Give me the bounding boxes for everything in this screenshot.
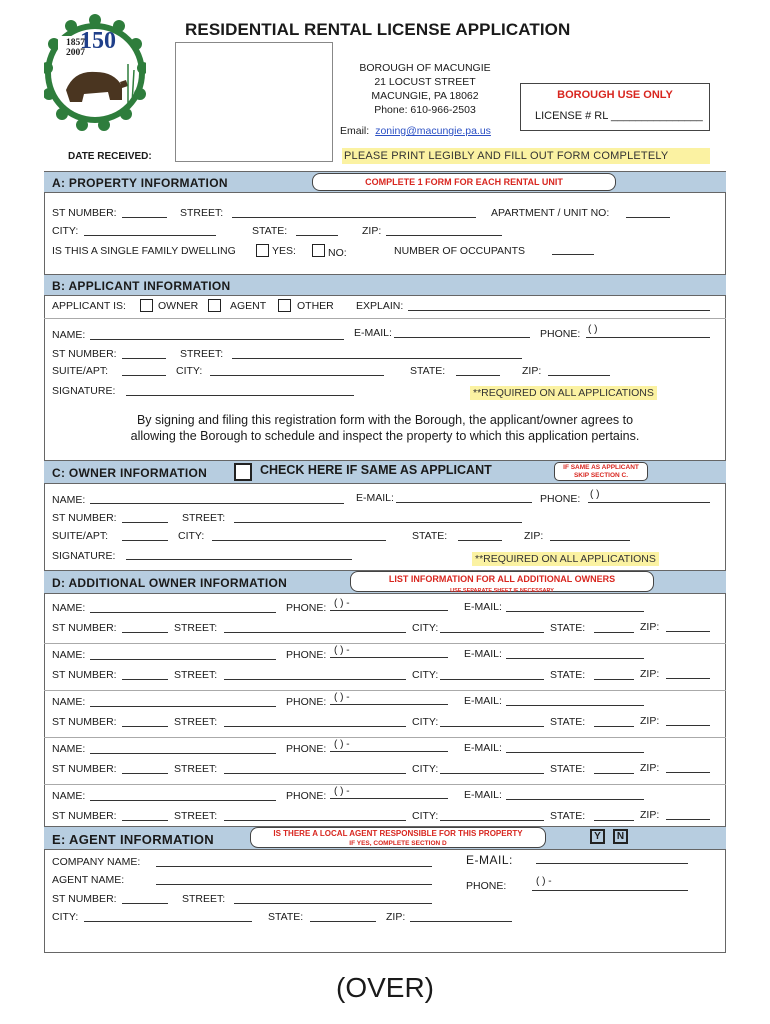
- b-suite-label: SUITE/APT:: [52, 365, 109, 377]
- d-street-field[interactable]: [224, 820, 406, 821]
- d-phone-label: PHONE:: [286, 602, 327, 614]
- section-a-note: COMPLETE 1 FORM FOR EACH RENTAL UNIT: [312, 173, 616, 191]
- section-d-title: D: ADDITIONAL OWNER INFORMATION: [52, 576, 288, 590]
- d-email-field[interactable]: [506, 752, 644, 753]
- c-suite-label: SUITE/APT:: [52, 530, 109, 542]
- d-phone-label: PHONE:: [286, 743, 327, 755]
- d-street-label: STREET:: [174, 763, 218, 775]
- c-email-label: E-MAIL:: [356, 492, 394, 504]
- d-zip-label: ZIP:: [640, 668, 660, 680]
- photo-placeholder-box: [175, 42, 333, 162]
- e-zip-field[interactable]: [410, 921, 512, 922]
- d-st-number-label: ST NUMBER:: [52, 810, 117, 822]
- a-apartment-field[interactable]: [626, 217, 670, 218]
- d-phone-paren: ( ) -: [334, 645, 350, 656]
- b-street-label: STREET:: [180, 348, 224, 360]
- section-b-title: B: APPLICANT INFORMATION: [52, 279, 231, 293]
- d-phone-label: PHONE:: [286, 696, 327, 708]
- license-number-field[interactable]: LICENSE # RL _______________: [535, 110, 703, 122]
- address-line: MACUNGIE, PA 18062: [371, 90, 479, 102]
- logo-year-bottom: 2007: [66, 48, 85, 58]
- e-st-number-field[interactable]: [122, 903, 168, 904]
- d-city-label: CITY:: [412, 763, 439, 775]
- d-phone-field[interactable]: [330, 657, 448, 658]
- d-state-label: STATE:: [550, 716, 586, 728]
- d-phone-field[interactable]: [330, 704, 448, 705]
- d-st-number-field[interactable]: [122, 820, 168, 821]
- d-name-field[interactable]: [90, 659, 276, 660]
- b-divider: [44, 318, 726, 319]
- d-city-label: CITY:: [412, 810, 439, 822]
- address-line: 21 LOCUST STREET: [374, 76, 476, 88]
- c-name-label: NAME:: [52, 494, 86, 506]
- c-check-label: CHECK HERE IF SAME AS APPLICANT: [260, 463, 492, 477]
- d-name-field[interactable]: [90, 706, 276, 707]
- d-zip-label: ZIP:: [640, 809, 660, 821]
- b-city-label: CITY:: [176, 365, 203, 377]
- section-a-title: A: PROPERTY INFORMATION: [52, 176, 228, 190]
- c-city-field[interactable]: [212, 540, 386, 541]
- e-st-number-label: ST NUMBER:: [52, 893, 117, 905]
- a-yes-label: YES:: [272, 245, 296, 257]
- logo-150-text: 150: [80, 28, 116, 54]
- b-explain-field[interactable]: [408, 310, 710, 311]
- a-occupants-field[interactable]: [552, 254, 594, 255]
- a-no-checkbox[interactable]: [312, 244, 325, 257]
- e-company-label: COMPANY NAME:: [52, 856, 141, 868]
- d-phone-field[interactable]: [330, 751, 448, 752]
- d-phone-paren: ( ) -: [334, 692, 350, 703]
- d-city-field[interactable]: [440, 726, 544, 727]
- e-yes-box[interactable]: Y: [590, 829, 605, 844]
- e-agent-question-line-2: IF YES, COMPLETE SECTION D: [349, 840, 447, 847]
- borough-use-title: BOROUGH USE ONLY: [557, 89, 673, 101]
- e-company-field[interactable]: [156, 866, 432, 867]
- b-email-label: E-MAIL:: [354, 327, 392, 339]
- b-owner-checkbox[interactable]: [140, 299, 153, 312]
- d-name-field[interactable]: [90, 753, 276, 754]
- d-name-field[interactable]: [90, 800, 276, 801]
- d-email-label: E-MAIL:: [464, 648, 502, 660]
- d-name-label: NAME:: [52, 790, 86, 802]
- a-zip-label: ZIP:: [362, 225, 382, 237]
- a-city-field[interactable]: [84, 235, 216, 236]
- c-skip-note: [554, 462, 648, 481]
- d-state-field[interactable]: [594, 679, 634, 680]
- e-city-label: CITY:: [52, 911, 79, 923]
- d-owner-divider: [44, 737, 726, 738]
- d-city-field[interactable]: [440, 773, 544, 774]
- d-zip-label: ZIP:: [640, 762, 660, 774]
- c-zip-field[interactable]: [550, 540, 630, 541]
- date-received-label: DATE RECEIVED:: [68, 151, 152, 162]
- e-agent-question-line-1: IS THERE A LOCAL AGENT RESPONSIBLE FOR THIS PROPERTY: [273, 829, 523, 838]
- b-explain-label: EXPLAIN:: [356, 300, 404, 312]
- borough-address: [335, 61, 515, 117]
- d-street-field[interactable]: [224, 632, 406, 633]
- b-state-field[interactable]: [456, 375, 500, 376]
- d-email-label: E-MAIL:: [464, 742, 502, 754]
- c-st-number-field[interactable]: [122, 522, 168, 523]
- d-city-label: CITY:: [412, 622, 439, 634]
- d-street-label: STREET:: [174, 669, 218, 681]
- d-owner-divider: [44, 643, 726, 644]
- a-st-number-label: ST NUMBER:: [52, 207, 117, 219]
- c-email-field[interactable]: [396, 502, 532, 503]
- b-zip-label: ZIP:: [522, 365, 542, 377]
- d-state-field[interactable]: [594, 820, 634, 821]
- logo-year-top: 1857: [66, 38, 85, 48]
- c-state-field[interactable]: [458, 540, 502, 541]
- d-st-number-label: ST NUMBER:: [52, 669, 117, 681]
- b-phone-field[interactable]: [586, 337, 710, 338]
- section-c-title: C: OWNER INFORMATION: [52, 466, 208, 480]
- d-email-label: E-MAIL:: [464, 789, 502, 801]
- d-phone-field[interactable]: [330, 610, 448, 611]
- d-st-number-field[interactable]: [122, 679, 168, 680]
- e-city-field[interactable]: [84, 921, 252, 922]
- e-state-label: STATE:: [268, 911, 304, 923]
- e-state-field[interactable]: [310, 921, 376, 922]
- b-suite-field[interactable]: [122, 375, 166, 376]
- b-phone-paren: ( ): [588, 324, 598, 335]
- d-phone-label: PHONE:: [286, 790, 327, 802]
- c-phone-paren: ( ): [590, 489, 600, 500]
- c-street-label: STREET:: [182, 512, 226, 524]
- b-state-label: STATE:: [410, 365, 446, 377]
- d-note-small: USE SEPARATE SHEET IF NECESSARY: [450, 588, 554, 594]
- borough-use-box: [520, 83, 710, 131]
- a-street-field[interactable]: [232, 217, 476, 218]
- a-no-label: NO:: [328, 247, 347, 259]
- b-other-label: OTHER: [297, 300, 334, 312]
- d-state-field[interactable]: [594, 773, 634, 774]
- c-name-field[interactable]: [90, 503, 344, 504]
- d-st-number-label: ST NUMBER:: [52, 763, 117, 775]
- a-single-family-label: IS THIS A SINGLE FAMILY DWELLING: [52, 245, 236, 257]
- c-skip-note-line-2: SKIP SECTION C.: [573, 472, 629, 479]
- address-line: Phone: 610-966-2503: [374, 104, 476, 116]
- e-agent-name-field[interactable]: [156, 884, 432, 885]
- d-note: [350, 571, 654, 592]
- c-skip-note-line-1: IF SAME AS APPLICANT: [563, 464, 639, 471]
- c-zip-label: ZIP:: [524, 530, 544, 542]
- d-street-field[interactable]: [224, 726, 406, 727]
- d-note-main: LIST INFORMATION FOR ALL ADDITIONAL OWNERS: [388, 574, 616, 584]
- c-state-label: STATE:: [412, 530, 448, 542]
- d-email-field[interactable]: [506, 658, 644, 659]
- email-link[interactable]: zoning@macungie.pa.us: [375, 125, 491, 137]
- d-phone-paren: ( ) -: [334, 598, 350, 609]
- b-signature-label: SIGNATURE:: [52, 385, 116, 397]
- over-footer: (OVER): [336, 972, 434, 1003]
- c-city-label: CITY:: [178, 530, 205, 542]
- c-signature-field[interactable]: [126, 559, 352, 560]
- a-occupants-label: NUMBER OF OCCUPANTS: [394, 245, 526, 257]
- d-street-label: STREET:: [174, 622, 218, 634]
- e-agent-question: [250, 827, 546, 848]
- e-zip-label: ZIP:: [386, 911, 406, 923]
- d-email-label: E-MAIL:: [464, 601, 502, 613]
- e-email-field[interactable]: [536, 863, 688, 864]
- b-statement-line-1: By signing and filing this registration form with the Borough, the applicant/owner agrees to: [136, 413, 634, 427]
- d-street-label: STREET:: [174, 716, 218, 728]
- d-owner-divider: [44, 784, 726, 785]
- b-agent-checkbox[interactable]: [208, 299, 221, 312]
- form-title: RESIDENTIAL RENTAL LICENSE APPLICATION: [185, 20, 571, 39]
- section-b-header: [44, 274, 726, 296]
- d-state-label: STATE:: [550, 763, 586, 775]
- a-yes-checkbox[interactable]: [256, 244, 269, 257]
- a-state-label: STATE:: [252, 225, 288, 237]
- d-st-number-field[interactable]: [122, 632, 168, 633]
- b-st-number-label: ST NUMBER:: [52, 348, 117, 360]
- b-name-label: NAME:: [52, 329, 86, 341]
- e-phone-label: PHONE:: [466, 880, 507, 892]
- e-street-label: STREET:: [182, 893, 226, 905]
- d-name-label: NAME:: [52, 649, 86, 661]
- b-signature-field[interactable]: [126, 395, 354, 396]
- d-zip-field[interactable]: [666, 772, 710, 773]
- d-city-field[interactable]: [440, 632, 544, 633]
- b-other-checkbox[interactable]: [278, 299, 291, 312]
- b-city-field[interactable]: [210, 375, 384, 376]
- d-zip-field[interactable]: [666, 678, 710, 679]
- d-street-label: STREET:: [174, 810, 218, 822]
- print-legibly-note: PLEASE PRINT LEGIBLY AND FILL OUT FORM COMPLETELY: [342, 148, 710, 164]
- d-zip-field[interactable]: [666, 819, 710, 820]
- c-required-note: **REQUIRED ON ALL APPLICATIONS: [472, 552, 659, 566]
- c-same-as-applicant-checkbox[interactable]: [234, 463, 252, 481]
- email-line: [340, 125, 491, 137]
- d-city-label: CITY:: [412, 669, 439, 681]
- d-city-field[interactable]: [440, 820, 544, 821]
- d-phone-paren: ( ) -: [334, 739, 350, 750]
- e-no-box[interactable]: N: [613, 829, 628, 844]
- d-name-field[interactable]: [90, 612, 276, 613]
- a-street-label: STREET:: [180, 207, 224, 219]
- e-email-label: E-MAIL:: [466, 853, 513, 867]
- address-line: BOROUGH OF MACUNGIE: [359, 62, 491, 74]
- a-city-label: CITY:: [52, 225, 79, 237]
- d-state-label: STATE:: [550, 622, 586, 634]
- e-agent-name-label: AGENT NAME:: [52, 874, 125, 886]
- d-phone-label: PHONE:: [286, 649, 327, 661]
- b-phone-label: PHONE:: [540, 328, 581, 340]
- d-street-field[interactable]: [224, 773, 406, 774]
- d-email-field[interactable]: [506, 705, 644, 706]
- c-st-number-label: ST NUMBER:: [52, 512, 117, 524]
- d-st-number-field[interactable]: [122, 773, 168, 774]
- d-name-label: NAME:: [52, 696, 86, 708]
- d-city-label: CITY:: [412, 716, 439, 728]
- e-street-field[interactable]: [234, 903, 432, 904]
- c-phone-field[interactable]: [588, 502, 710, 503]
- d-st-number-label: ST NUMBER:: [52, 716, 117, 728]
- b-applicant-is-label: APPLICANT IS:: [52, 300, 126, 312]
- a-zip-field[interactable]: [386, 235, 502, 236]
- c-street-field[interactable]: [234, 522, 522, 523]
- d-state-label: STATE:: [550, 669, 586, 681]
- d-owner-divider: [44, 690, 726, 691]
- e-phone-field[interactable]: [532, 890, 688, 891]
- d-phone-field[interactable]: [330, 798, 448, 799]
- b-statement-line-2: allowing the Borough to schedule and inspect the property to which this application pertains.: [130, 429, 640, 443]
- a-st-number-field[interactable]: [122, 217, 167, 218]
- d-st-number-label: ST NUMBER:: [52, 622, 117, 634]
- a-state-field[interactable]: [296, 235, 338, 236]
- b-email-field[interactable]: [394, 337, 530, 338]
- d-email-field[interactable]: [506, 611, 644, 612]
- d-name-label: NAME:: [52, 743, 86, 755]
- d-state-field[interactable]: [594, 726, 634, 727]
- d-email-field[interactable]: [506, 799, 644, 800]
- b-name-field[interactable]: [90, 339, 344, 340]
- section-e-title: E: AGENT INFORMATION: [52, 832, 214, 847]
- b-st-number-field[interactable]: [122, 358, 166, 359]
- d-name-label: NAME:: [52, 602, 86, 614]
- b-owner-label: OWNER: [158, 300, 199, 312]
- c-phone-label: PHONE:: [540, 493, 581, 505]
- b-street-field[interactable]: [232, 358, 522, 359]
- email-label: Email:: [340, 125, 370, 137]
- a-apartment-label: APARTMENT / UNIT NO:: [491, 207, 610, 219]
- c-suite-field[interactable]: [122, 540, 168, 541]
- d-zip-label: ZIP:: [640, 621, 660, 633]
- d-zip-field[interactable]: [666, 725, 710, 726]
- c-signature-label: SIGNATURE:: [52, 550, 116, 562]
- b-zip-field[interactable]: [548, 375, 610, 376]
- d-email-label: E-MAIL:: [464, 695, 502, 707]
- d-phone-paren: ( ) -: [334, 786, 350, 797]
- d-zip-field[interactable]: [666, 631, 710, 632]
- d-city-field[interactable]: [440, 679, 544, 680]
- b-agent-label: AGENT: [230, 300, 267, 312]
- d-st-number-field[interactable]: [122, 726, 168, 727]
- d-street-field[interactable]: [224, 679, 406, 680]
- b-required-note: **REQUIRED ON ALL APPLICATIONS: [470, 386, 657, 400]
- d-zip-label: ZIP:: [640, 715, 660, 727]
- d-state-label: STATE:: [550, 810, 586, 822]
- e-phone-paren: ( ) -: [536, 876, 552, 887]
- d-state-field[interactable]: [594, 632, 634, 633]
